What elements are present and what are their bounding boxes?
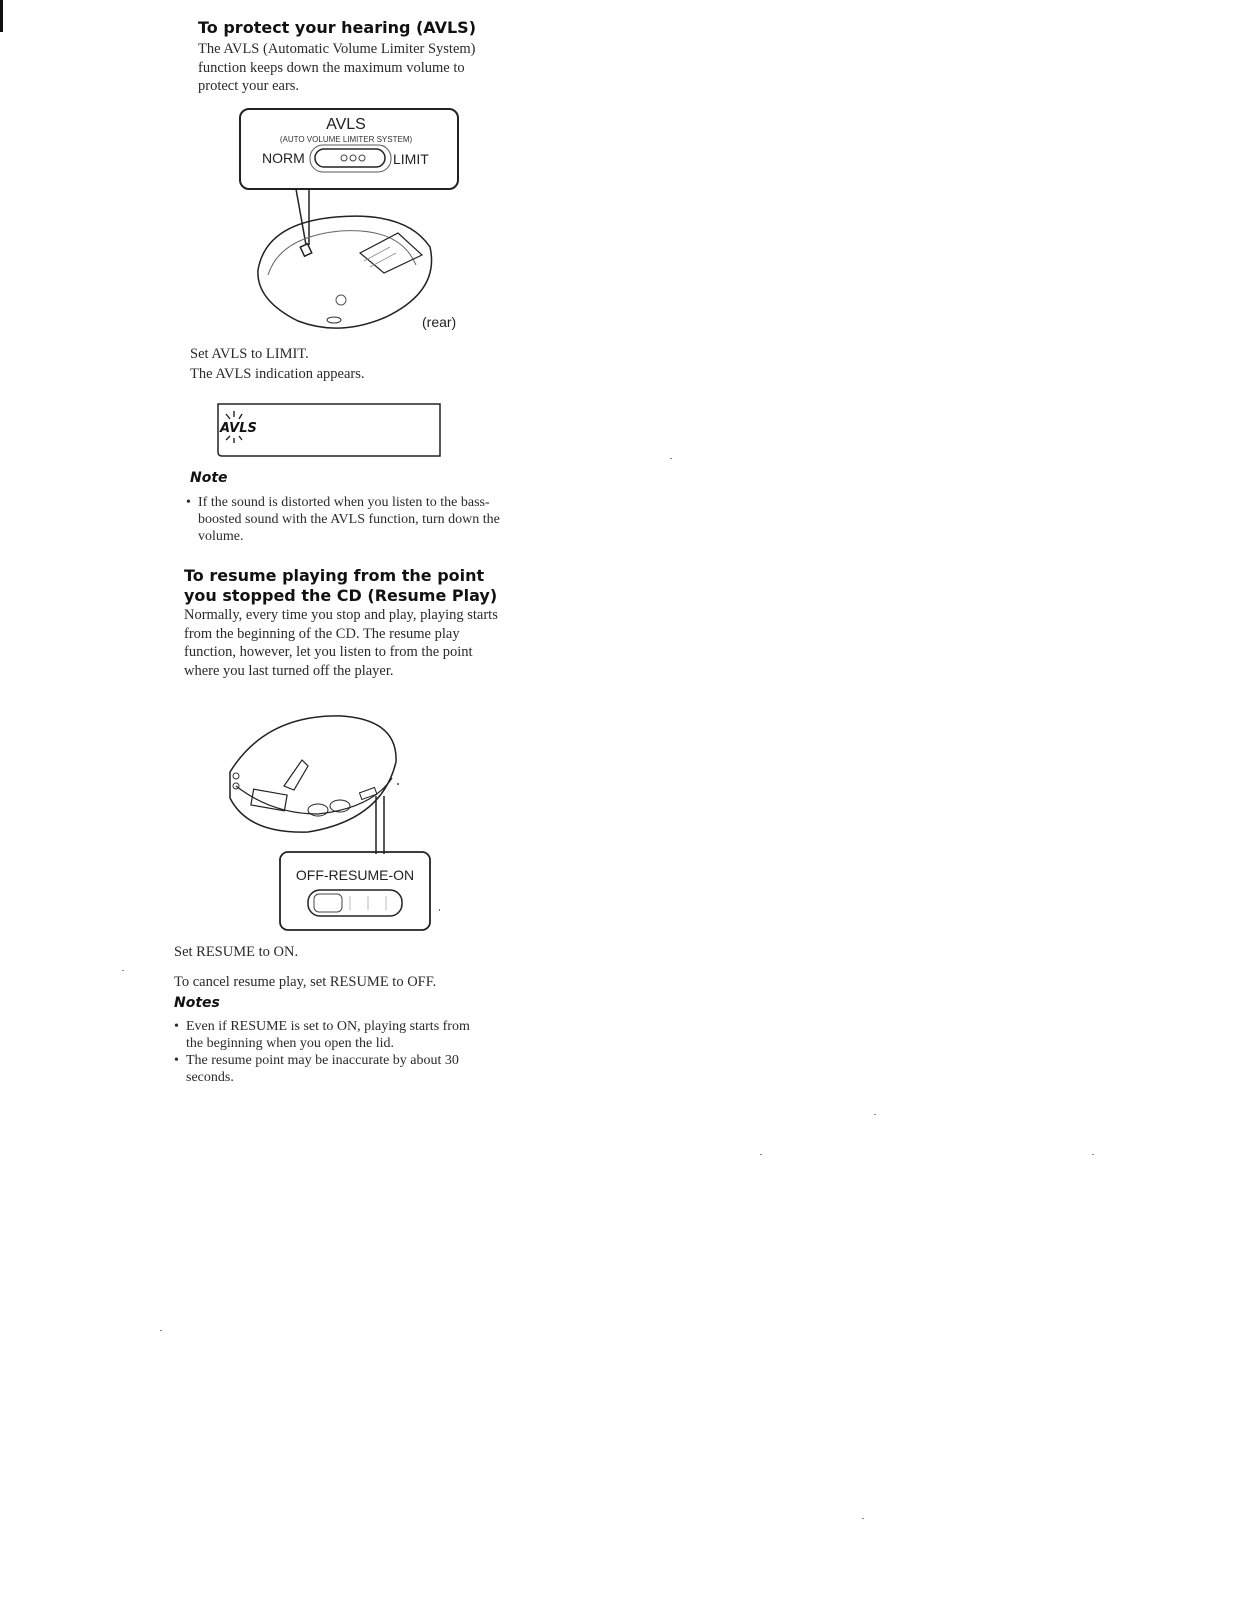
avls-note-item: • If the sound is distorted when you listen to the bass-boosted sound with the AVLS function, turn down the volume. <box>186 494 500 545</box>
resume-note-item: • Even if RESUME is set to ON, playing starts from the beginning when you open the lid. <box>174 1018 484 1052</box>
avls-switch-figure <box>236 105 468 340</box>
avls-display-indicator: AVLS <box>220 421 257 436</box>
resume-cancel-text: To cancel resume play, set RESUME to OFF. <box>174 974 437 990</box>
avls-limit-label: LIMIT <box>393 151 429 167</box>
avls-figure-title: AVLS <box>326 116 366 133</box>
avls-step-text: Set AVLS to LIMIT. <box>190 346 309 362</box>
scan-edge-mark <box>0 0 3 32</box>
resume-switch-figure <box>222 708 440 934</box>
avls-result-text: The AVLS indication appears. <box>190 366 365 382</box>
resume-notes-heading: Notes <box>174 995 220 1011</box>
resume-step-text: Set RESUME to ON. <box>174 944 299 960</box>
rear-view-label: (rear) <box>422 314 457 330</box>
resume-heading-line1: To resume playing from the point <box>184 566 485 585</box>
resume-notes-list <box>174 1018 484 1086</box>
avls-figure-subtitle: (AUTO VOLUME LIMITER SYSTEM) <box>279 135 413 144</box>
avls-intro: The AVLS (Automatic Volume Limiter System) function keeps down the maximum volume to protect your ears. <box>198 41 476 94</box>
avls-norm-label: NORM <box>262 150 305 166</box>
avls-notes-list <box>186 494 500 545</box>
avls-note-heading: Note <box>190 470 228 486</box>
resume-switch-label: OFF-RESUME-ON <box>295 867 415 883</box>
resume-intro: Normally, every time you stop and play, playing starts from the beginning of the CD. The resume play function, however, let you listen to from the point where you last turned off the player. <box>184 607 498 679</box>
avls-heading: To protect your hearing (AVLS) <box>198 18 477 37</box>
resume-heading-line2: you stopped the CD (Resume Play) <box>184 586 498 605</box>
avls-display-figure <box>214 400 446 462</box>
resume-note-item: • The resume point may be inaccurate by about 30 seconds. <box>174 1052 484 1086</box>
